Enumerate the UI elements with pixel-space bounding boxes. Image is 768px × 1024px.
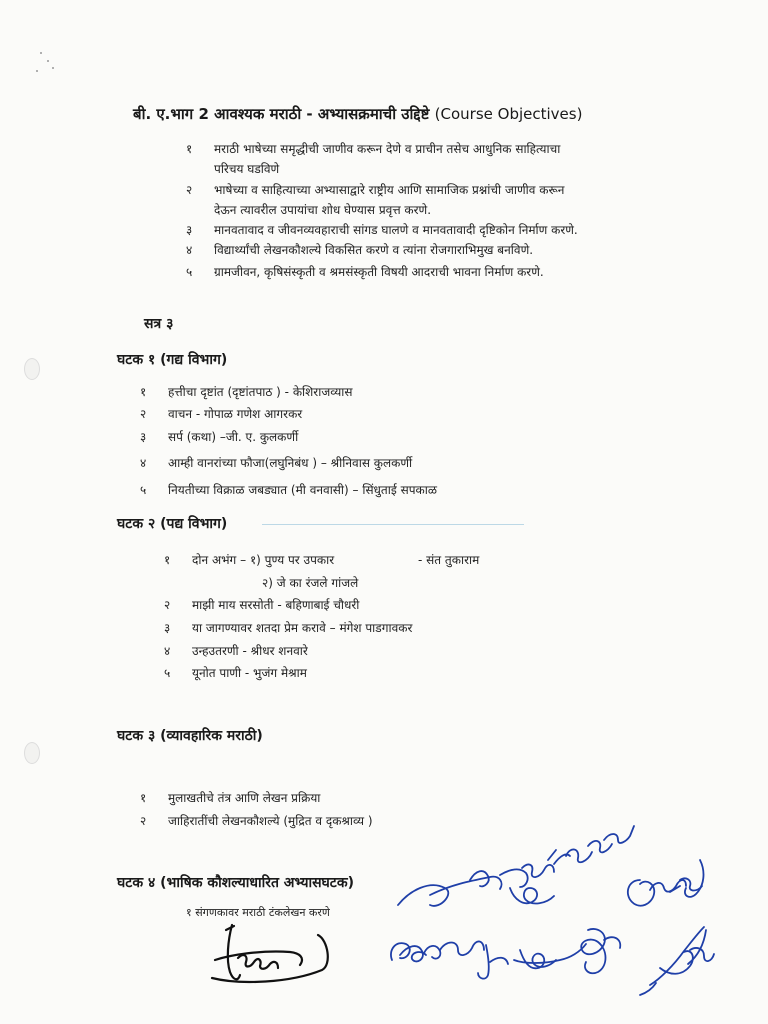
unit2-item-2: २ माझी माय सरसोती - बहिणाबाई चौधरी bbox=[164, 598, 360, 612]
unit1-item-2: २ वाचन - गोपाळ गणेश आगरकर bbox=[140, 407, 303, 421]
unit1-item-5: ५ नियतीच्या विक्राळ जबड्यात (मी वनवासी) – सिंधुताई सपकाळ bbox=[140, 483, 437, 497]
unit2-item-1-author: - संत तुकाराम bbox=[418, 553, 480, 567]
objective-3: ३ मानवतावाद व जीवनव्यवहाराची सांगड घालणे व मानवतावादी दृष्टिकोन निर्माण करणे. bbox=[186, 223, 578, 237]
signature-black bbox=[212, 925, 328, 982]
objective-1: १ मराठी भाषेच्या समृद्धीची जाणीव करून देणे व प्राचीन तसेच आधुनिक साहित्याचा परिचय घडविणे bbox=[186, 142, 561, 176]
unit3-item-1: १ मुलाखतीचे तंत्र आणि लेखन प्रक्रिया bbox=[140, 791, 321, 805]
unit2-item-1: १ दोन अभंग – १) पुण्य पर उपकार bbox=[164, 553, 335, 567]
unit3-item-2: २ जाहिरातींची लेखनकौशल्ये (मुद्रित व दृकश्राव्य ) bbox=[140, 814, 373, 828]
unit1-item-1: १ हत्तीचा दृष्टांत (दृष्टांतपाठ ) - केशिराजव्यास bbox=[140, 385, 353, 399]
signature-blue bbox=[391, 826, 714, 995]
title-marathi: बी. ए.भाग 2 आवश्यक मराठी - अभ्यासक्रमाची उद्दिष्टे bbox=[133, 105, 430, 123]
objective-5: ५ ग्रामजीवन, कृषिसंस्कृती व श्रमसंस्कृती विषयी आदराची भावना निर्माण करणे. bbox=[186, 265, 544, 279]
unit2-item-3: ३ या जागण्यावर शतदा प्रेम करावे – मंगेश पाडगावकर bbox=[164, 621, 413, 635]
unit2-item-5: ५ यूनोत पाणी - भुजंग मेश्राम bbox=[164, 666, 307, 680]
unit2-heading: घटक २ (पद्य विभाग) bbox=[117, 516, 228, 532]
objective-2: २ भाषेच्या व साहित्याच्या अभ्यासाद्वारे राष्ट्रीय आणि सामाजिक प्रश्नांची जाणीव करून देऊन त्यावरील उपायांचा शोध घेण्यास प्रवृत्त करणे. bbox=[186, 183, 565, 217]
unit4-heading: घटक ४ (भाषिक कौशल्याधारित अभ्यासघटक) bbox=[117, 875, 355, 891]
unit4-item-1: १ संगणकावर मराठी टंकलेखन करणे bbox=[186, 906, 330, 919]
unit1-heading: घटक १ (गद्य विभाग) bbox=[117, 352, 228, 368]
objective-4: ४ विद्यार्थ्यांची लेखनकौशल्ये विकसित करणे व त्यांना रोजगाराभिमुख बनविणे. bbox=[186, 243, 534, 257]
title-english: (Course Objectives) bbox=[434, 105, 583, 123]
unit1-item-3: ३ सर्प (कथा) –जी. ए. कुलकर्णी bbox=[140, 430, 299, 444]
unit2-item-4: ४ उन्हउतरणी - श्रीधर शनवारे bbox=[164, 644, 308, 658]
unit1-item-4: ४ आम्ही वानरांच्या फौजा(लघुनिबंध ) – श्रीनिवास कुलकर्णी bbox=[140, 456, 413, 470]
semester-heading: सत्र ३ bbox=[144, 316, 174, 332]
unit3-heading: घटक ३ (व्यावहारिक मराठी) bbox=[117, 728, 263, 744]
unit2-item-1b: २) जे का रंजले गांजले bbox=[262, 576, 359, 590]
